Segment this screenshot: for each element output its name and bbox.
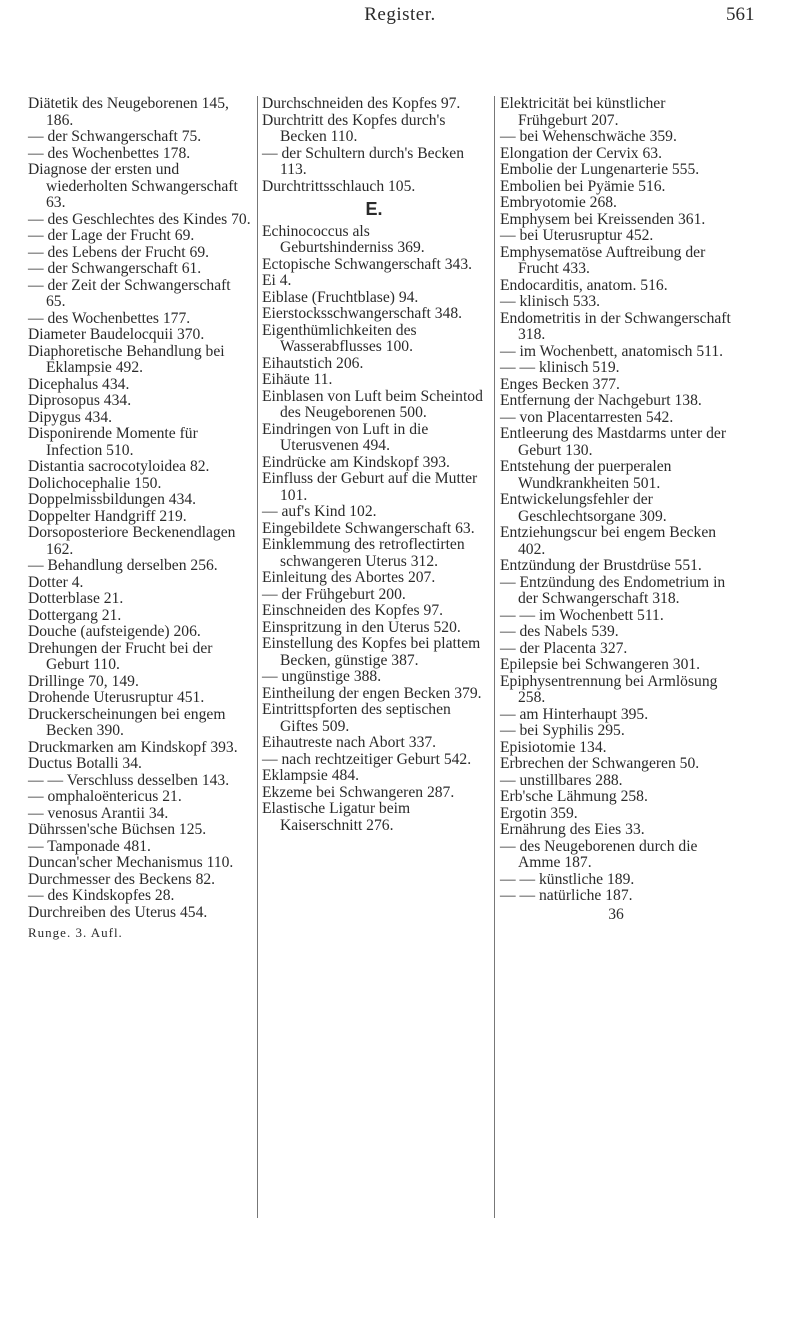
- index-entry: Eingebildete Schwangerschaft 63.: [262, 519, 475, 537]
- index-entry: Einblasen von Luft beim Scheintod des Neugeborenen 500.: [262, 387, 483, 421]
- index-entry: Dorsoposteriore Beckenendlagen 162.: [28, 524, 236, 558]
- index-entry: Druckmarken am Kindskopf 393.: [28, 738, 238, 756]
- index-entry: Diagnose der ersten und wiederholten Schwangerschaft 63.: [28, 161, 238, 211]
- index-entry: Disponirende Momente für Infection 510.: [28, 425, 198, 459]
- section-letter: E.: [365, 199, 383, 219]
- index-entry: — bei Wehenschwäche 359.: [500, 128, 677, 145]
- index-entry: — ungünstige 388.: [262, 668, 382, 685]
- index-entry: — — klinisch 519.: [500, 359, 620, 376]
- index-entry: Episiotomie 134.: [500, 738, 607, 756]
- index-entry: — von Placentarresten 542.: [500, 408, 674, 426]
- index-entry: Eihäute 11.: [262, 371, 333, 388]
- index-entry: — des Lebens der Frucht 69.: [28, 243, 210, 261]
- index-entry: — der Frühgeburt 200.: [262, 585, 406, 603]
- index-entry: — Tamponade 481.: [28, 837, 151, 855]
- index-entry: Dipygus 434.: [28, 408, 113, 426]
- index-entry: — der Schwangerschaft 61.: [28, 260, 202, 277]
- index-entry: Doppelmissbildungen 434.: [28, 491, 197, 508]
- index-entry: — der Schultern durch's Becken 113.: [262, 144, 465, 178]
- index-entry: Elektricität bei künstlicher Frühgeburt 207.: [500, 95, 666, 129]
- index-entry: Doppelter Handgriff 219.: [28, 507, 187, 525]
- index-entry: — Entzündung des Endometrium in der Schwangerschaft 318.: [500, 573, 726, 607]
- index-entry: — im Wochenbett, anatomisch 511.: [500, 342, 724, 360]
- running-head: Register.: [364, 4, 436, 25]
- index-entry: Einspritzung in den Uterus 520.: [262, 618, 461, 636]
- index-entry: Erbrechen der Schwangeren 50.: [500, 755, 700, 772]
- index-entry: Durchreiben des Uterus 454.: [28, 903, 208, 921]
- index-entry: Durchschneiden des Kopfes 97.: [262, 95, 461, 112]
- index-entry: — — künstliche 189.: [500, 870, 635, 888]
- index-entry: Eindrücke am Kindskopf 393.: [262, 453, 450, 471]
- index-entry: Epiphysentrennung bei Armlösung 258.: [500, 672, 718, 706]
- index-column-3: [500, 96, 732, 923]
- index-entry: — Behandlung derselben 256.: [28, 557, 218, 574]
- index-entry: Eklampsie 484.: [262, 767, 360, 784]
- index-entry: — nach rechtzeitiger Geburt 542.: [262, 750, 472, 768]
- index-entry: Einleitung des Abortes 207.: [262, 569, 436, 586]
- index-entry: Durchtrittsschlauch 105.: [262, 177, 416, 195]
- index-entry: Entfernung der Nachgeburt 138.: [500, 392, 702, 409]
- index-column-2: [262, 96, 486, 834]
- entries-list-1: [28, 96, 254, 921]
- index-entry: Enges Becken 377.: [500, 375, 620, 393]
- index-entry: — des Geschlechtes des Kindes 70.: [28, 210, 251, 228]
- index-entry: Drillinge 70, 149.: [28, 672, 139, 690]
- entries-list-2b: [262, 224, 486, 835]
- index-entry: Dührssen'sche Büchsen 125.: [28, 821, 207, 838]
- index-entry: — der Zeit der Schwangerschaft 65.: [28, 276, 231, 310]
- index-entry: Elongation der Cervix 63.: [500, 144, 662, 162]
- index-entry: — bei Uterusruptur 452.: [500, 227, 654, 244]
- index-entry: Embolien bei Pyämie 516.: [500, 177, 666, 195]
- index-entry: Diprosopus 434.: [28, 392, 132, 409]
- index-entry: Drohende Uterusruptur 451.: [28, 689, 205, 706]
- index-entry: — unstillbares 288.: [500, 771, 623, 789]
- index-entry: Einfluss der Geburt auf die Mutter 101.: [262, 470, 478, 504]
- index-entry: Eierstocksschwangerschaft 348.: [262, 305, 463, 322]
- index-entry: Ekzeme bei Schwangeren 287.: [262, 783, 455, 801]
- index-entry: Dotter 4.: [28, 573, 84, 591]
- index-entry: Ergotin 359.: [500, 804, 578, 822]
- index-entry: Epilepsie bei Schwangeren 301.: [500, 656, 701, 673]
- index-entry: — — im Wochenbett 511.: [500, 606, 664, 624]
- index-entry: — venosus Arantii 34.: [28, 804, 169, 822]
- index-entry: Diameter Baudelocquii 370.: [28, 326, 205, 343]
- index-entry: Entzündung der Brustdrüse 551.: [500, 557, 702, 574]
- index-entry: — des Wochenbettes 178.: [28, 144, 191, 162]
- index-entry: Dottergang 21.: [28, 606, 122, 624]
- index-entry: Eiblase (Fruchtblase) 94.: [262, 288, 419, 306]
- index-entry: Dicephalus 434.: [28, 375, 130, 393]
- index-entry: — der Lage der Frucht 69.: [28, 227, 195, 244]
- index-entry: Einschneiden des Kopfes 97.: [262, 602, 444, 619]
- index-entry: Entziehungscur bei engem Becken 402.: [500, 524, 717, 558]
- index-entry: Ductus Botalli 34.: [28, 755, 142, 772]
- index-entry: Druckerscheinungen bei engem Becken 390.: [28, 705, 226, 739]
- index-entry: — auf's Kind 102.: [262, 503, 377, 520]
- index-entry: Eintrittspforten des septischen Giftes 509.: [262, 701, 451, 735]
- index-entry: Endometritis in der Schwangerschaft 318.: [500, 309, 731, 343]
- index-entry: Emphysematöse Auftreibung der Frucht 433.: [500, 243, 706, 277]
- index-entry: Eintheilung der engen Becken 379.: [262, 684, 482, 702]
- index-entry: — des Wochenbettes 177.: [28, 309, 191, 327]
- index-entry: Emphysem bei Kreissenden 361.: [500, 210, 706, 228]
- index-entry: — klinisch 533.: [500, 293, 601, 310]
- index-entry: Diätetik des Neugeborenen 145, 186.: [28, 95, 229, 129]
- index-entry: Echinococcus als Geburtshinderniss 369.: [262, 222, 425, 256]
- index-entry: Eihautstich 206.: [262, 354, 364, 372]
- index-entry: — — natürliche 187.: [500, 887, 633, 904]
- index-entry: Eigenthümlichkeiten des Wasserabflusses 100.: [262, 321, 417, 355]
- index-entry: — am Hinterhaupt 395.: [500, 705, 649, 723]
- index-entry: Durchtritt des Kopfes durch's Becken 110.: [262, 111, 446, 145]
- entries-list-3: [500, 96, 732, 905]
- index-entry: — der Schwangerschaft 75.: [28, 128, 202, 145]
- index-entry: — omphaloëntericus 21.: [28, 788, 182, 805]
- page-number: 561: [726, 4, 755, 25]
- index-entry: Duncan'scher Mechanismus 110.: [28, 854, 234, 871]
- index-entry: Einklemmung des retroflectirten schwangeren Uterus 312.: [262, 536, 465, 570]
- index-entry: Elastische Ligatur beim Kaiserschnitt 276.: [262, 800, 411, 834]
- column-rule-left: [257, 96, 258, 1218]
- index-entry: — der Placenta 327.: [500, 639, 628, 657]
- index-entry: Embryotomie 268.: [500, 194, 617, 211]
- index-entry: Entwickelungsfehler der Geschlechtsorgane 309.: [500, 491, 667, 525]
- index-entry: Eindringen von Luft in die Uterusvenen 494.: [262, 420, 429, 454]
- index-entry: — bei Syphilis 295.: [500, 722, 625, 739]
- index-entry: Erb'sche Lähmung 258.: [500, 788, 648, 805]
- index-entry: Endocarditis, anatom. 516.: [500, 276, 668, 294]
- index-entry: — des Kindskopfes 28.: [28, 887, 175, 904]
- index-entry: Ei 4.: [262, 272, 292, 289]
- index-entry: Douche (aufsteigende) 206.: [28, 623, 201, 640]
- index-entry: Distantia sacrocotyloidea 82.: [28, 458, 210, 475]
- index-entry: — — Verschluss desselben 143.: [28, 771, 230, 789]
- column-rule-right: [494, 96, 495, 1218]
- index-entry: Einstellung des Kopfes bei plattem Becken, günstige 387.: [262, 635, 481, 669]
- sheet-number: 36: [608, 905, 624, 923]
- entries-list-2a: [262, 96, 486, 195]
- index-entry: — des Neugeborenen durch die Amme 187.: [500, 837, 698, 871]
- index-entry: Entstehung der puerperalen Wundkrankheiten 501.: [500, 458, 672, 492]
- index-entry: Dolichocephalie 150.: [28, 474, 162, 492]
- index-column-1: [28, 96, 254, 942]
- index-entry: Eihautreste nach Abort 337.: [262, 734, 437, 751]
- index-entry: Embolie der Lungenarterie 555.: [500, 161, 700, 178]
- index-entry: Ectopische Schwangerschaft 343.: [262, 255, 473, 273]
- index-entry: Entleerung des Mastdarms unter der Geburt 130.: [500, 425, 727, 459]
- index-entry: Ernährung des Eies 33.: [500, 821, 645, 838]
- index-entry: Drehungen der Frucht bei der Geburt 110.: [28, 639, 213, 673]
- index-entry: Diaphoretische Behandlung bei Eklampsie 492.: [28, 342, 225, 376]
- index-entry: — des Nabels 539.: [500, 623, 619, 640]
- index-entry: Dotterblase 21.: [28, 590, 124, 607]
- printer-signature: Runge. 3. Aufl.: [28, 925, 123, 940]
- index-entry: Durchmesser des Beckens 82.: [28, 870, 216, 888]
